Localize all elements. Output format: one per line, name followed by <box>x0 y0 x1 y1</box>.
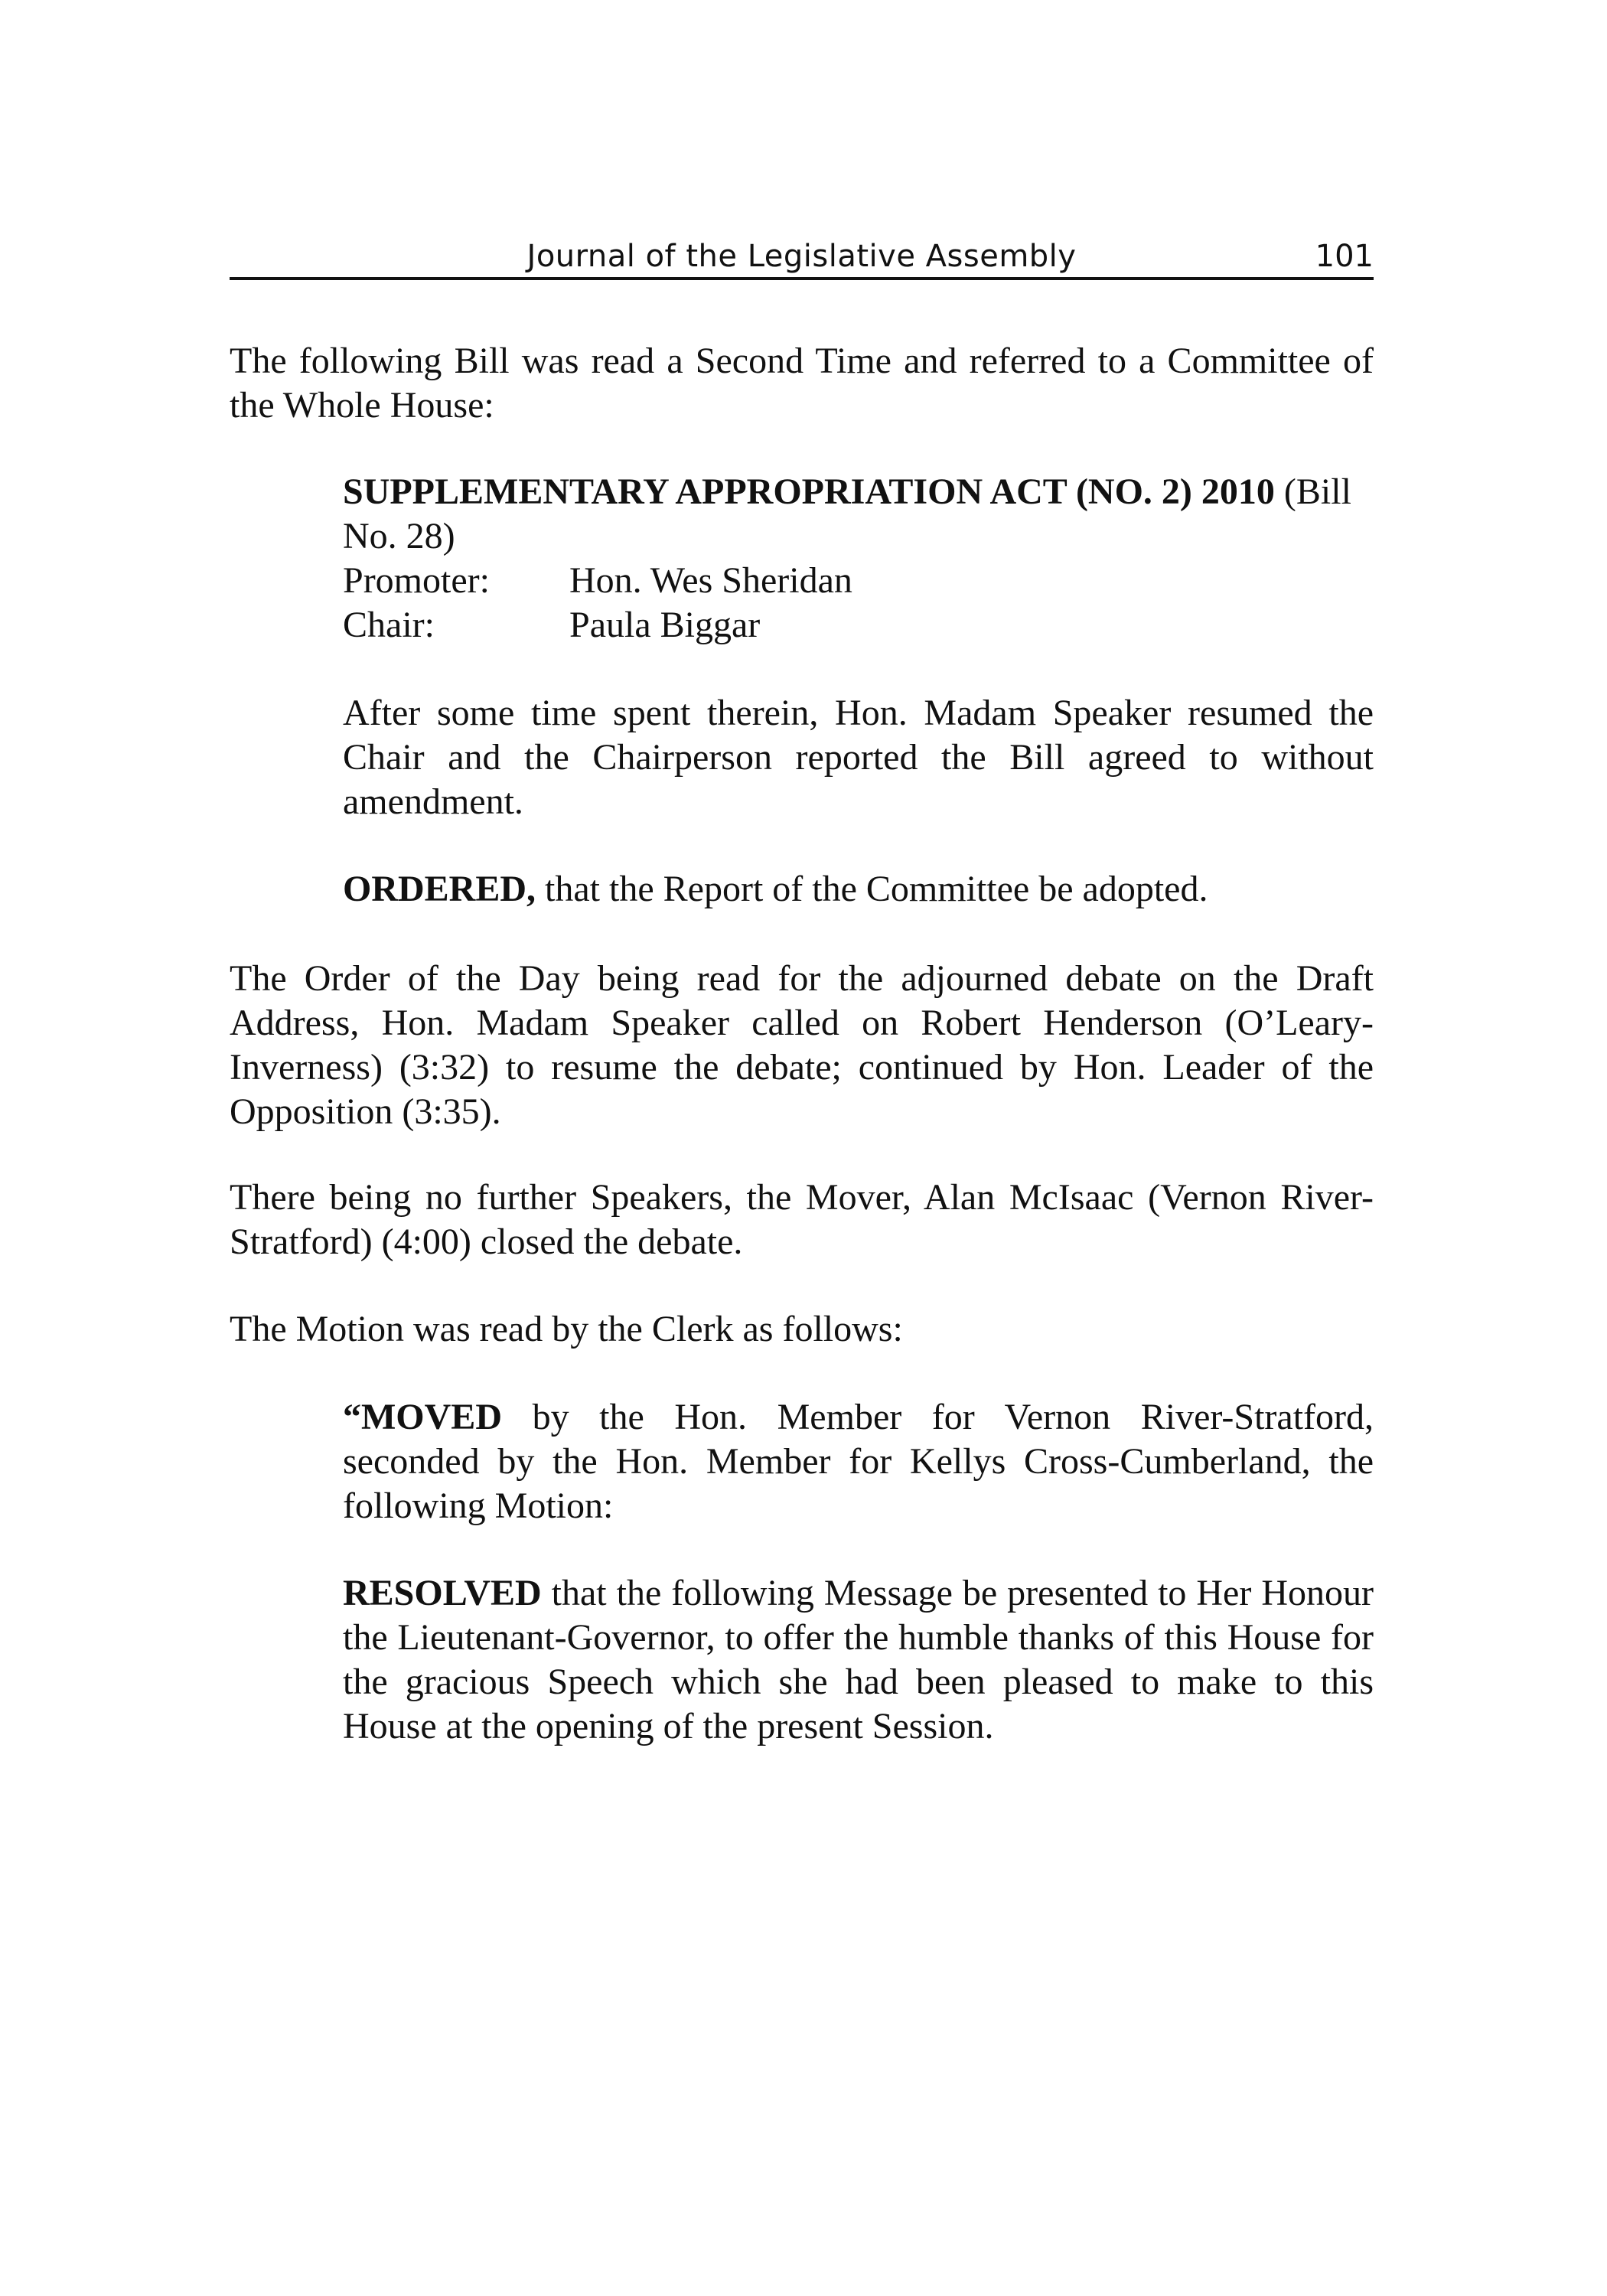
running-header <box>230 227 1374 280</box>
text-line: The Order of the Day being read for the adjourned debate on the Draft <box>230 958 1374 999</box>
bill-title <box>343 470 1374 559</box>
promoter-label: Promoter: <box>343 560 490 601</box>
text-line: There being no further Speakers, the Mover, Alan McIsaac (Vernon River- <box>230 1177 1374 1218</box>
text-line: Chair and the Chairperson reported the Bill agreed to without <box>343 737 1374 778</box>
text-line: following Motion: <box>343 1486 614 1526</box>
paragraph-ordered <box>343 867 1374 912</box>
chair-label: Chair: <box>343 605 435 645</box>
text-line: seconded by the Hon. Member for Kellys Cross-Cumberland, the <box>343 1441 1374 1482</box>
text-line: the gracious Speech which she had been pleased to make to this <box>343 1662 1374 1702</box>
text-line: Stratford) (4:00) closed the debate. <box>230 1221 743 1262</box>
ordered-keyword: ORDERED, <box>343 869 536 909</box>
paragraph-second-reading <box>230 339 1374 428</box>
page-number: 101 <box>1315 239 1374 274</box>
paragraph-resolved <box>343 1571 1374 1749</box>
text-line: Address, Hon. Madam Speaker called on Robert Henderson (O’Leary- <box>230 1003 1374 1043</box>
paragraph-mover-closed <box>230 1176 1374 1264</box>
text-line: Inverness) (3:32) to resume the debate; continued by Hon. Leader of the <box>230 1047 1374 1088</box>
promoter-value: Hon. Wes Sheridan <box>569 560 852 601</box>
paragraph-committee-report <box>343 691 1374 824</box>
resolved-text: that the following Message be presented to Her Honour <box>541 1573 1374 1613</box>
text-line: the Whole House: <box>230 385 494 426</box>
ordered-text: that the Report of the Committee be adopted. <box>536 869 1208 909</box>
text-line: House at the opening of the present Session. <box>343 1706 994 1746</box>
bill-number: No. 28) <box>343 516 455 556</box>
text-line: amendment. <box>343 781 523 822</box>
chair-value: Paula Biggar <box>569 605 761 645</box>
text-line: After some time spent therein, Hon. Madam Speaker resumed the <box>343 693 1374 733</box>
text-line: The following Bill was read a Second Time and referred to a Committee of <box>230 341 1374 381</box>
paragraph-motion-read <box>230 1307 1374 1352</box>
text-line: the Lieutenant-Governor, to offer the humble thanks of this House for <box>343 1617 1374 1658</box>
text-line: The Motion was read by the Clerk as follows: <box>230 1309 903 1349</box>
chair-row <box>343 603 760 647</box>
bill-title-bold: SUPPLEMENTARY APPROPRIATION ACT (NO. 2) 2010 <box>343 471 1275 512</box>
moved-text: by the Hon. Member for Vernon River-Stratford, <box>501 1397 1374 1437</box>
text-line: Opposition (3:35). <box>230 1091 501 1132</box>
promoter-row <box>343 559 852 603</box>
moved-keyword: “MOVED <box>343 1397 502 1437</box>
paragraph-order-of-day <box>230 957 1374 1134</box>
header-title: Journal of the Legislative Assembly <box>526 239 1077 274</box>
resolved-keyword: RESOLVED <box>343 1573 542 1613</box>
bill-title-tail: (Bill <box>1274 471 1351 512</box>
paragraph-moved <box>343 1395 1374 1528</box>
